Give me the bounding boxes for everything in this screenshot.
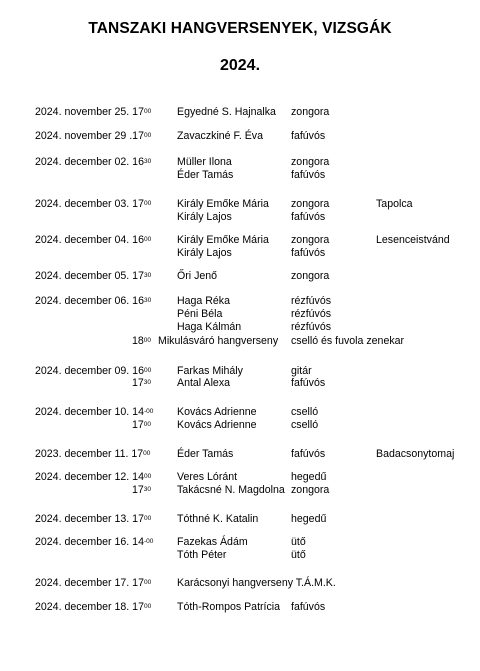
performer-name: Müller Ilona bbox=[177, 156, 232, 168]
event-datetime bbox=[132, 483, 151, 497]
event-minutes: 30 bbox=[143, 297, 152, 304]
performer-name: Fazekas Ádám bbox=[177, 536, 248, 548]
instrument: fafúvós bbox=[291, 601, 326, 613]
performer-name: Király Lajos bbox=[177, 211, 232, 223]
event-date-hour: 2024. december 04. 16 bbox=[35, 234, 144, 246]
schedule-row bbox=[0, 334, 480, 348]
event-minutes: 00 bbox=[143, 108, 152, 115]
performer-name: Király Emőke Mária bbox=[177, 234, 269, 246]
event-date-hour: 2024. december 17. 17 bbox=[35, 577, 144, 589]
event-datetime bbox=[35, 535, 153, 549]
performer-name: Tóth-Rompos Patrícia bbox=[177, 601, 281, 613]
event-datetime bbox=[35, 512, 151, 526]
instrument: rézfúvós bbox=[291, 321, 332, 333]
event-minutes: 30 bbox=[143, 272, 152, 279]
event-date-hour: 2024. december 09. 16 bbox=[35, 365, 144, 377]
schedule-row bbox=[0, 548, 480, 562]
event-date-hour: 17 bbox=[131, 377, 144, 389]
event-minutes: 00 bbox=[143, 450, 151, 457]
schedule-row bbox=[0, 483, 480, 497]
event-date-hour: 2024. december 18. 17 bbox=[35, 601, 144, 613]
instrument: hegedű bbox=[291, 513, 327, 525]
schedule-row bbox=[0, 294, 480, 308]
instrument: fafúvós bbox=[291, 448, 326, 460]
event-datetime bbox=[35, 269, 151, 283]
instrument: rézfúvós bbox=[291, 308, 332, 320]
performer-name: Egyedné S. Hajnalka bbox=[177, 106, 276, 118]
event-minutes: 00 bbox=[143, 421, 151, 428]
schedule-row bbox=[0, 129, 480, 143]
performer-name: Haga Réka bbox=[177, 295, 230, 307]
performer-name: Őri Jenő bbox=[177, 270, 218, 282]
instrument: fafúvós bbox=[291, 377, 326, 389]
event-date-hour: 2024. december 10. 14 bbox=[35, 406, 144, 418]
schedule-row bbox=[0, 246, 480, 260]
schedule-row bbox=[0, 168, 480, 182]
event-datetime bbox=[35, 294, 151, 308]
event-date-hour: 2024. december 02. 16 bbox=[35, 156, 144, 168]
instrument: rézfúvós bbox=[291, 295, 332, 307]
schedule-row bbox=[0, 269, 480, 283]
instrument: zongora bbox=[291, 156, 330, 168]
performer-name: Veres Lóránt bbox=[177, 471, 238, 483]
performer-name: Kovács Adrienne bbox=[177, 406, 257, 418]
event-minutes: 30 bbox=[143, 379, 151, 386]
event-date-hour: 2023. december 11. 17 bbox=[35, 448, 144, 460]
performer-name: Antal Alexa bbox=[177, 377, 231, 389]
event-date-hour: 2024. november 25. 17 bbox=[35, 106, 144, 118]
instrument: fafúvós bbox=[291, 130, 326, 142]
schedule-row bbox=[0, 418, 480, 432]
event-datetime bbox=[35, 405, 153, 419]
event-datetime bbox=[35, 600, 151, 614]
schedule-row bbox=[0, 535, 480, 549]
performer-name: Éder Tamás bbox=[177, 169, 234, 181]
venue: Lesenceistvánd bbox=[376, 234, 450, 246]
event-minutes: 00 bbox=[143, 579, 152, 586]
instrument: zongora bbox=[291, 198, 330, 210]
venue: Badacsonytomaj bbox=[376, 448, 455, 460]
instrument: fafúvós bbox=[291, 211, 326, 223]
instrument: zongora bbox=[291, 234, 330, 246]
performer-name: Éder Tamás bbox=[177, 448, 234, 460]
instrument: cselló és fuvola zenekar bbox=[291, 335, 405, 347]
event-minutes: 00 bbox=[143, 132, 152, 139]
schedule-row bbox=[0, 470, 480, 484]
performer-name: Farkas Mihály bbox=[177, 365, 243, 377]
performer-name: Tóth Péter bbox=[177, 549, 227, 561]
event-date-hour: 2024. december 06. 16 bbox=[35, 295, 144, 307]
event-minutes: 30 bbox=[143, 158, 152, 165]
instrument: cselló bbox=[291, 419, 319, 431]
instrument: zongora bbox=[291, 270, 330, 282]
schedule-row bbox=[0, 447, 480, 461]
event-datetime bbox=[132, 334, 151, 348]
schedule-row bbox=[0, 210, 480, 224]
event-datetime bbox=[35, 447, 150, 461]
document-title: TANSZAKI HANGVERSENYEK, VIZSGÁK bbox=[88, 20, 392, 37]
instrument: fafúvós bbox=[291, 169, 326, 181]
performer-name: Mikulásváró hangverseny bbox=[158, 335, 279, 347]
event-datetime bbox=[35, 155, 151, 169]
schedule-row bbox=[0, 155, 480, 169]
event-datetime bbox=[35, 197, 151, 211]
schedule-row bbox=[0, 576, 480, 590]
instrument: hegedű bbox=[291, 471, 327, 483]
schedule-row bbox=[0, 233, 480, 247]
performer-name: Király Emőke Mária bbox=[177, 198, 269, 210]
event-datetime bbox=[35, 576, 151, 590]
event-date-hour: 2024. december 16. 14 bbox=[35, 536, 144, 548]
event-date-hour: 17 bbox=[131, 419, 144, 431]
instrument: ütő bbox=[291, 536, 306, 548]
event-date-hour: 2024. december 13. 17 bbox=[35, 513, 144, 525]
event-date-hour: 17 bbox=[131, 484, 144, 496]
event-minutes: 00 bbox=[143, 473, 152, 480]
instrument: fafúvós bbox=[291, 247, 326, 259]
instrument: cselló bbox=[291, 406, 319, 418]
schedule-row bbox=[0, 320, 480, 334]
schedule-row bbox=[0, 600, 480, 614]
event-minutes: 00 bbox=[143, 367, 152, 374]
event-minutes: 30 bbox=[143, 486, 151, 493]
event-minutes: 00 bbox=[143, 236, 152, 243]
event-date-hour: 2024. december 03. 17 bbox=[35, 198, 144, 210]
document-year: 2024. bbox=[219, 57, 261, 74]
event-date-hour: 18 bbox=[131, 335, 144, 347]
schedule-row bbox=[0, 376, 480, 390]
schedule-row bbox=[0, 105, 480, 119]
event-minutes: 00 bbox=[143, 200, 152, 207]
schedule-row bbox=[0, 512, 480, 526]
performer-name: Király Lajos bbox=[177, 247, 232, 259]
event-datetime bbox=[35, 129, 151, 143]
performer-name: Péni Béla bbox=[177, 308, 223, 320]
performer-name: Tóthné K. Katalin bbox=[177, 513, 259, 525]
event-minutes: -00 bbox=[143, 538, 154, 545]
event-date-hour: 2024. december 05. 17 bbox=[35, 270, 144, 282]
event-datetime bbox=[132, 418, 151, 432]
instrument: zongora bbox=[291, 484, 330, 496]
venue: Tapolca bbox=[376, 198, 413, 210]
performer-name: Takácsné N. Magdolna bbox=[177, 484, 285, 496]
instrument: zongora bbox=[291, 106, 330, 118]
performer-name: Karácsonyi hangverseny T.Á.M.K. bbox=[177, 577, 336, 589]
instrument: gitár bbox=[291, 365, 312, 377]
event-datetime bbox=[132, 376, 151, 390]
event-datetime bbox=[35, 233, 151, 247]
event-minutes: 00 bbox=[143, 337, 151, 344]
event-minutes: -00 bbox=[143, 408, 154, 415]
event-datetime bbox=[35, 470, 151, 484]
instrument: ütő bbox=[291, 549, 306, 561]
performer-name: Zavaczkiné F. Éva bbox=[177, 130, 263, 142]
event-minutes: 00 bbox=[143, 515, 152, 522]
schedule-row bbox=[0, 307, 480, 321]
event-datetime bbox=[35, 105, 151, 119]
event-date-hour: 2024. november 29 .17 bbox=[35, 130, 144, 142]
performer-name: Haga Kálmán bbox=[177, 321, 242, 333]
schedule-row bbox=[0, 405, 480, 419]
performer-name: Kovács Adrienne bbox=[177, 419, 257, 431]
event-minutes: 00 bbox=[143, 603, 152, 610]
schedule-row bbox=[0, 197, 480, 211]
event-date-hour: 2024. december 12. 14 bbox=[35, 471, 144, 483]
